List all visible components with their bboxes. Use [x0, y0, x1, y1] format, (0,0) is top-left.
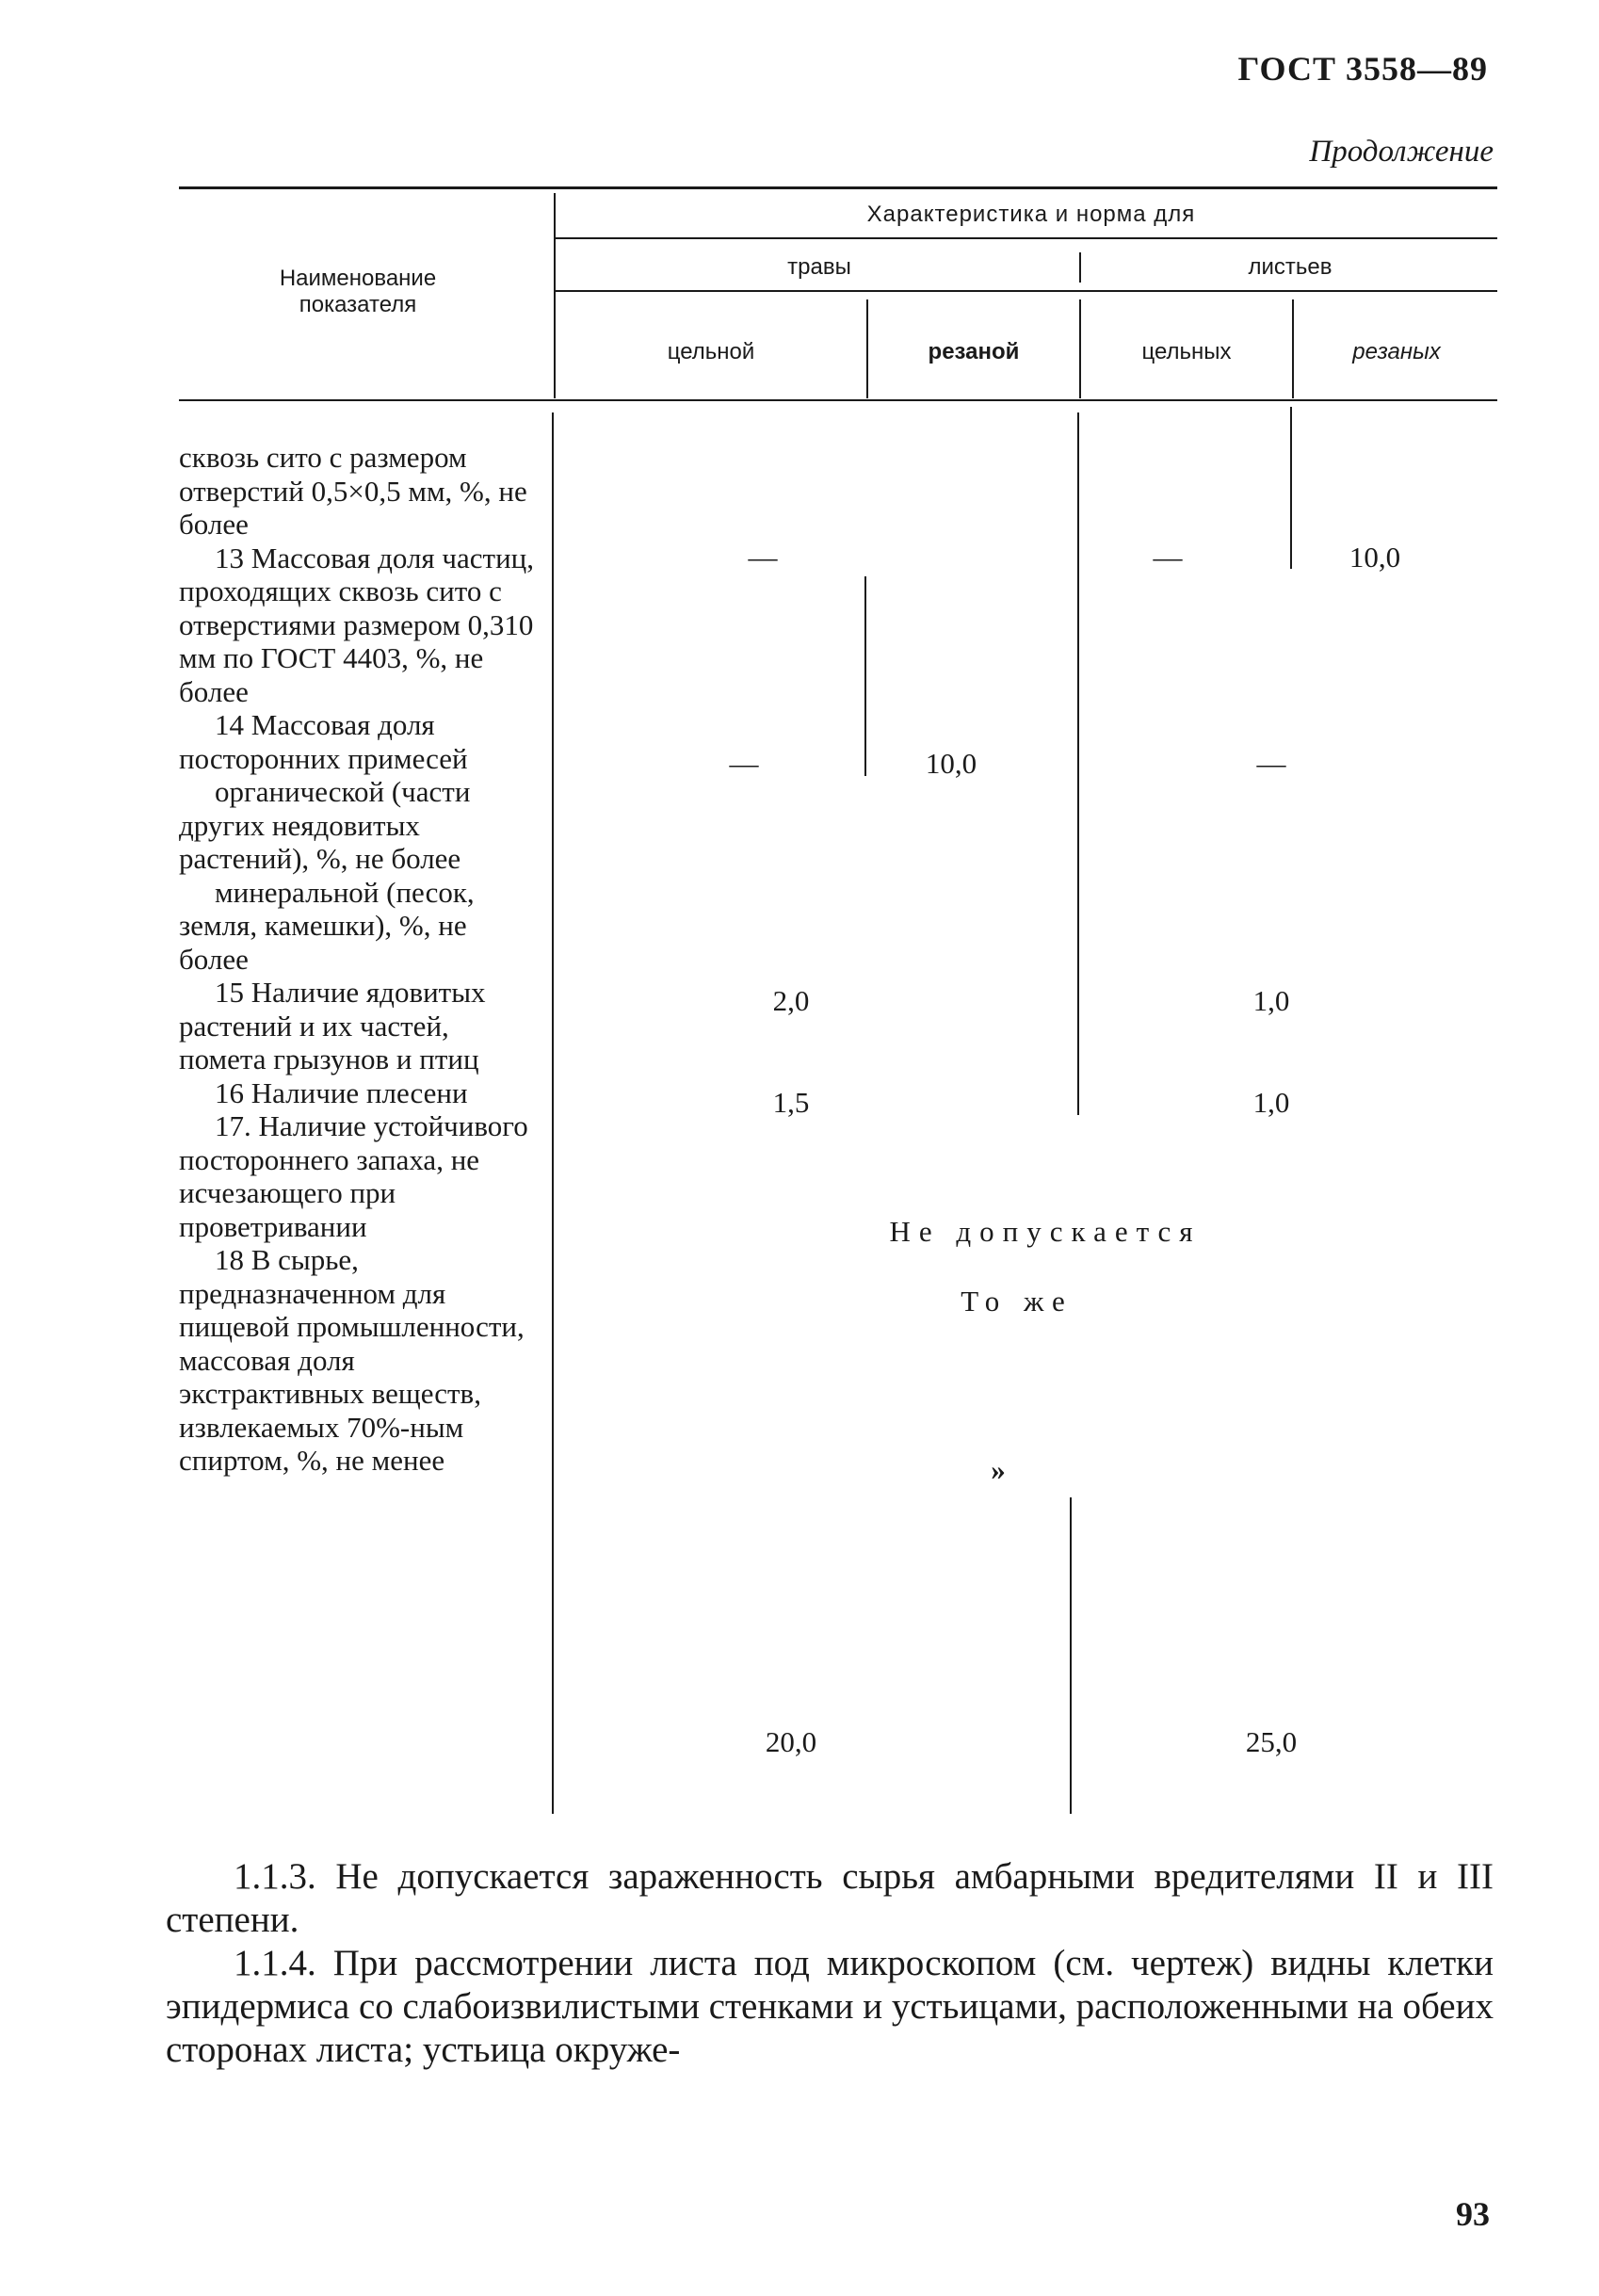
- header-bottom-rule: [179, 399, 1497, 401]
- subcol-herb-cut: резаной: [928, 339, 1020, 364]
- body-divider-leaves-a: [1077, 412, 1079, 1115]
- row-18-text: 18 В сырье, предназначенном для пищевой промышленности, массовая доля экстрактивных веществ, извлекаемых 70%-ным спиртом, %, не менее: [179, 1243, 525, 1477]
- subcol-herb-whole: цельной: [667, 339, 755, 364]
- paragraph-1-1-3: 1.1.3. Не допускается зараженность сырья амбарными вредителями II и III степени.: [166, 1856, 1494, 1940]
- paragraph-1-1-4: 1.1.4. При рассмотрении листа под микроскопом (см. чертеж) видны клетки эпидермиса со слабоизвилистыми стенками и устьицами, расположенными на обеих сторонах листа; устьица окруже-: [166, 1943, 1494, 2070]
- subcol-leaves-whole: цельных: [1141, 339, 1232, 364]
- row-17-text: 17. Наличие устойчивого постороннего запаха, не исчезающего при проветривании: [179, 1109, 528, 1243]
- group-header: Характеристика и норма для: [866, 202, 1196, 227]
- page-number: 93: [1456, 2195, 1490, 2233]
- r13-herb-cut-value: 10,0: [925, 747, 977, 780]
- row-descriptions: [179, 441, 537, 1478]
- subgroup-leaves: листьев: [1248, 254, 1332, 280]
- r12-herb-value: —: [748, 541, 778, 574]
- r12-leaves-cut-value: 10,0: [1349, 541, 1401, 574]
- r18-herb-value: 20,0: [765, 1725, 817, 1758]
- group-header-rule: [556, 237, 1497, 239]
- row-15-text: 15 Наличие ядовитых растений и их частей, помета грызунов и птиц: [179, 976, 486, 1075]
- r15-value: Не допускается: [889, 1215, 1202, 1248]
- col-divider-sub2: [1079, 299, 1081, 398]
- r12-leaves-whole-value: —: [1153, 541, 1183, 574]
- r13-herb-whole-value: —: [729, 747, 759, 780]
- body-col-divider-name: [552, 412, 554, 1814]
- r16-value: То же: [961, 1285, 1074, 1318]
- subcol-leaves-cut: резаных: [1352, 339, 1441, 364]
- r13-leaves-value: —: [1256, 747, 1286, 780]
- subgroup-herb: травы: [787, 254, 851, 280]
- row-16-text: 16 Наличие плесени: [215, 1075, 468, 1109]
- col-divider-sub3: [1292, 299, 1294, 398]
- continuation-label: Продолжение: [1309, 135, 1494, 169]
- table-top-rule: [179, 186, 1497, 189]
- body-divider-sub-cut-leaves: [1290, 407, 1292, 569]
- body-divider-sub-cut-herb: [864, 576, 866, 776]
- row-12-text: сквозь сито с размером отверстий 0,5×0,5 мм, %, не более: [179, 441, 527, 541]
- r17-value: »: [991, 1453, 1006, 1486]
- col-divider-name: [554, 193, 556, 398]
- subgroup-rule: [556, 290, 1497, 292]
- body-divider-leaves-b: [1070, 1497, 1072, 1814]
- r14a-leaves-value: 1,0: [1252, 984, 1290, 1017]
- row-14a-text: органической (части других неядовитых растений), %, не более: [179, 775, 471, 875]
- col-divider-sub1: [866, 299, 868, 398]
- row-14b-text: минеральной (песок, земля, камешки), %, не более: [179, 875, 475, 976]
- standard-code: ГОСТ 3558—89: [1237, 50, 1488, 88]
- r14b-leaves-value: 1,0: [1252, 1086, 1290, 1119]
- r18-leaves-value: 25,0: [1245, 1725, 1298, 1758]
- col-name-header: Наименование показателя: [279, 266, 437, 317]
- r14a-herb-value: 2,0: [772, 984, 810, 1017]
- row-13-text: 13 Массовая доля частиц, проходящих сквозь сито с отверстиями размером 0,310 мм по ГОСТ 4403, %, не более: [179, 541, 535, 708]
- row-14-text: 14 Массовая доля посторонних примесей: [179, 708, 468, 775]
- r14b-herb-value: 1,5: [772, 1086, 810, 1119]
- body-paragraphs: [166, 1855, 1494, 2072]
- col-divider-group: [1079, 252, 1081, 283]
